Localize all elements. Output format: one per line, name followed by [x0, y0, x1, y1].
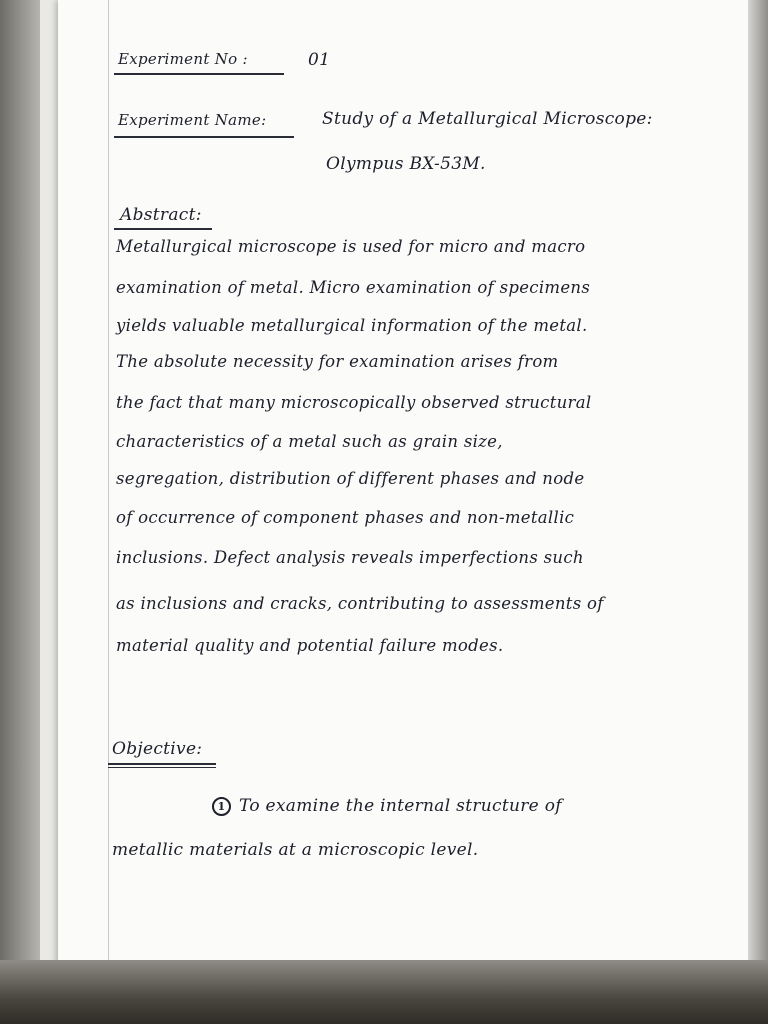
objective-underline-double [108, 767, 216, 768]
abstract-line: material quality and potential failure modes. [116, 636, 504, 655]
experiment-no-value: 01 [308, 50, 331, 70]
objective-line2: metallic materials at a microscopic level. [112, 840, 479, 860]
abstract-line: yields valuable metallurgical information of the metal. [116, 316, 588, 335]
abstract-line: of occurrence of component phases and non-metallic [116, 508, 575, 527]
notebook-page [58, 0, 748, 978]
experiment-no-label: Experiment No : [118, 50, 248, 68]
abstract-line: inclusions. Defect analysis reveals imperfections such [116, 548, 584, 567]
circled-number-icon: 1 [212, 797, 231, 816]
objective-heading: Objective: [112, 739, 203, 759]
experiment-no-underline [114, 73, 284, 75]
margin-line [108, 0, 109, 978]
experiment-name-value-line1: Study of a Metallurgical Microscope: [322, 109, 653, 129]
bottom-shadow [0, 960, 768, 1024]
objective-item-1 [212, 796, 562, 816]
abstract-line: examination of metal. Micro examination of specimens [116, 278, 591, 297]
experiment-name-label: Experiment Name: [118, 111, 267, 129]
abstract-underline [114, 228, 212, 230]
experiment-name-underline [114, 136, 294, 138]
abstract-line: Metallurgical microscope is used for micro and macro [116, 237, 586, 256]
abstract-heading: Abstract: [120, 205, 202, 225]
page-right-edge [748, 0, 768, 1024]
abstract-line: characteristics of a metal such as grain size, [116, 432, 503, 451]
abstract-line: the fact that many microscopically observed structural [116, 393, 592, 412]
objective-line1: To examine the internal structure of [239, 796, 562, 816]
abstract-line: segregation, distribution of different phases and node [116, 469, 585, 488]
objective-underline [108, 763, 216, 765]
abstract-line: The absolute necessity for examination arises from [116, 352, 559, 371]
experiment-name-value-line2: Olympus BX-53M. [326, 154, 486, 174]
abstract-line: as inclusions and cracks, contributing to assessments of [116, 594, 604, 613]
